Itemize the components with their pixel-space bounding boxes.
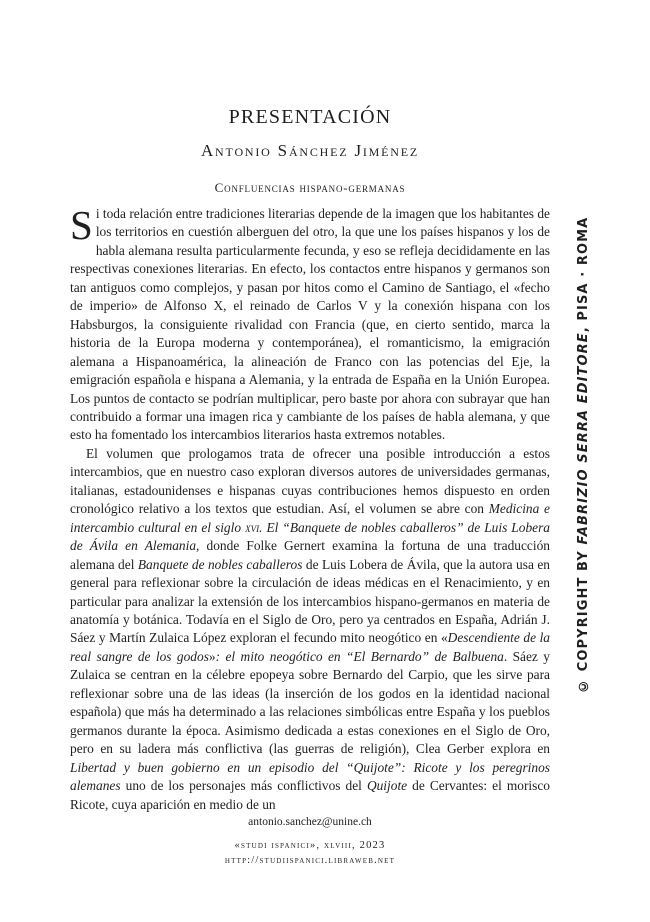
journal-citation: «studi ispanici», xlviii, 2023	[234, 840, 386, 851]
section-heading: Confluencias hispano-germanas	[214, 180, 406, 195]
copyright-prefix: © COPYRIGHT BY	[576, 544, 591, 693]
p2-text-4: »	[208, 648, 216, 664]
paragraph-1-text: i toda relación entre tradiciones literarias depende de la imagen que los habitantes de los territorios en cuestión alberguen del otro, la que une los países hispanos y los de habla alemana resulta particularmente fecunda, y eso se refleja decididamente en las respectivas conexiones literarias. En efecto, los contactos entre hispanos y germanos son tan antiguos como complejos, y pasan por hitos como el Camino de Santiago, el «fecho de imperio» de Alfonso X, el reinado de Carlos V y la conexión hispana con los Habsburgos, la consiguiente rivalidad con Francia (que, en cierto sentido, marca la historia de la Europa moderna y contemporánea), el romanticismo, la emigración alemana a Hispanoamérica, la alineación de Franco con las potencias del Eje, la emigración española e hispana a Alemania, y la entrada de España en la Unión Europea. Los puntos de contacto se podrían multiplicar, pero baste por ahora con subrayar que han contribuido a formar una imagen rica y cambiante de los países de habla alemana, y que esto ha fomentado los intercambios literarios hasta extremos notables.	[70, 206, 550, 443]
p2-title-descendiente: Descendiente de la real sangre de los godos	[70, 630, 550, 664]
p2-title-quijote: Quijote	[366, 778, 408, 794]
p2-title-banquete: Banquete de nobles caballeros	[137, 556, 303, 572]
p2-title-medicina-rest: . El “Banquete de nobles caballeros” de Luis Lobera de Ávila en Alemania	[70, 519, 550, 554]
paragraph-1	[70, 202, 550, 445]
p2-title-bernardo: : el mito neogótico en “El Bernardo” de Balbuena	[215, 648, 504, 664]
paragraph-2	[70, 445, 550, 814]
p2-text-2: , donde Folke Gernert examina la fortuna de una traducción alemana del	[70, 538, 550, 572]
p2-title-medicina: Medicina e intercambio cultural en el siglo	[70, 501, 550, 535]
journal-url: http://studiispanici.libraweb.net	[224, 855, 396, 866]
drop-cap: S	[70, 202, 93, 248]
p2-text-6: uno de los personajes más conflictivos del	[120, 778, 367, 794]
p2-century: xvi	[245, 519, 260, 535]
p2-text-1: El volumen que prologamos trata de ofrecer una posible introducción a estos intercambios, que en nuestro caso exploran diversos autores de universidades germanas, italianas, estadounidenses e hispanas cuyas contribuciones hemos dispuesto en orden cronológico relativo a los textos que estudian. Así, el volumen se abre con	[70, 445, 550, 517]
copyright-suffix: , PISA · ROMA	[576, 216, 591, 333]
p2-text-7: de Cervantes: el morisco Ricote, cuya aparición en medio de un	[70, 778, 550, 812]
p2-title-libertad: Libertad y buen gobierno en un episodio del “Quijote”: Ricote y los peregrinos alemanes	[70, 759, 550, 794]
author-name: Antonio Sánchez Jiménez	[200, 141, 419, 160]
author-email: antonio.sanchez@unine.ch	[248, 816, 372, 828]
page-title: PRESENTACIÓN	[228, 106, 392, 128]
p2-text-3: de Luis Lobera de Ávila, que la autora usa en general para reflexionar sobre la circulación de ideas médicas en el Renacimiento, y en particular para analizar la extensión de los intercambios hispano-germanos en materia de anatomía y botánica. Todavía en el Siglo de Oro, pero ya centrados en España, Adrián J. Sáez y Martín Zulaica López exploran el fecundo mito neogótico en «	[70, 556, 550, 646]
p2-text-5: . Sáez y Zulaica se centran en la célebre epopeya sobre Bernardo del Carpio, que les sirve para reflexionar sobre una de las ideas (la inserción de los godos en la identidad nacional española) que más ha determinado a las relaciones simbólicas entre España y los pueblos germanos durante la época. Asimismo dedicada a estas conexiones en el Siglo de Oro, pero en su ladera más conflictiva (las guerras de religión), Clea Gerber explora en	[70, 648, 550, 757]
copyright-publisher: FABRIZIO SERRA EDITORE	[576, 332, 591, 545]
copyright-notice	[576, 216, 598, 693]
article-body	[70, 202, 550, 814]
